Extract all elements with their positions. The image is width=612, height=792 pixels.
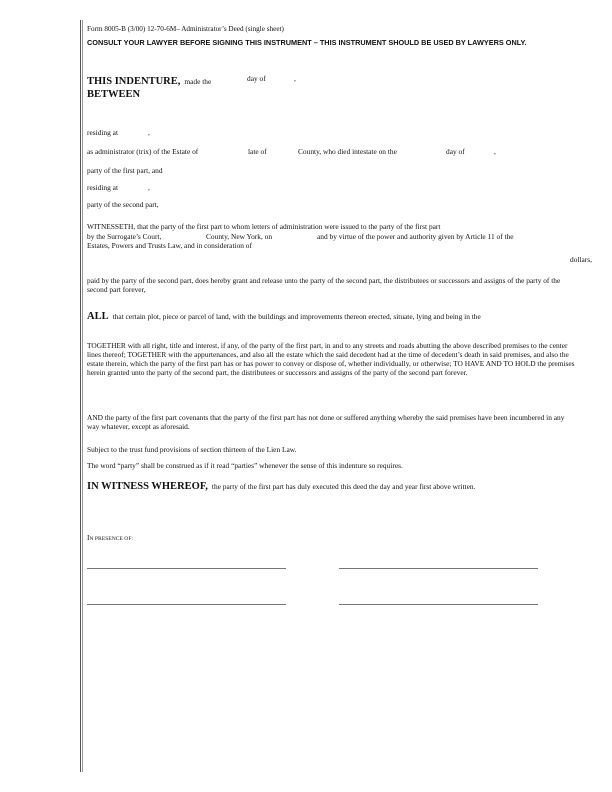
presence-first-letter: I [87, 533, 90, 542]
together-paragraph: TOGETHER with all right, title and interest, if any, of the party of the first part, in and to any streets and roads abutting the above described premises to the center lines thereof; TOGETHER with the appurtenances, and also all the estate which the said decedent had at the time of decedent’s death in said premises, and also the estate therein, which the party of the first part has or has power to convey or dispose of, whether individually, or otherwise; TO HAVE AND TO HOLD the premises herein granted unto the party of the second part, the distributees or successors and assigns of the party of the second part forever. [87, 341, 575, 378]
paid-paragraph: paid by the party of the second part, does hereby grant and release unto the party of the second part, the distributees or successors and assigns of the party of the second part forever, [87, 276, 561, 295]
residing-at-2: residing at [87, 183, 118, 192]
died-day-of: day of [446, 147, 465, 156]
indenture-line [87, 71, 211, 89]
by-virtue: and by virtue of the power and authority given by Article 11 of the [317, 232, 514, 241]
witness-whereof-line [87, 476, 475, 494]
all-lead: ALL [87, 311, 109, 322]
covenant-paragraph: AND the party of the first part covenants that the party of the first part has not done or suffered anything whereby the said premises have been incumbered in any way whatever, except as aforesaid. [87, 413, 565, 432]
witness-text: the party of the first part has duly executed this deed the day and year first above written. [211, 482, 476, 491]
dollars-label: dollars, [570, 255, 592, 264]
signature-line-1[interactable] [87, 568, 286, 569]
signature-line-3[interactable] [87, 604, 286, 605]
residing-comma-1: , [148, 128, 150, 137]
party-second-part: party of the second part, [87, 200, 159, 209]
witnesseth-line-3: Estates, Powers and Trusts Law, and in consideration of [87, 241, 252, 250]
in-presence-of [87, 527, 133, 545]
residing-at-1: residing at [87, 128, 118, 137]
trust-fund-line: Subject to the trust fund provisions of section thirteen of the Lien Law. [87, 445, 297, 454]
surrogate-court: by the Surrogate’s Court, [87, 232, 162, 241]
all-text: that certain plot, piece or parcel of land, with the buildings and improvements thereon erected, situate, lying and being in the [112, 312, 481, 321]
residing-comma-2: , [148, 183, 150, 192]
county-died: County, who died intestate on the [298, 147, 397, 156]
all-paragraph [87, 306, 481, 324]
indenture-comma: , [294, 74, 296, 83]
between-heading: BETWEEN [87, 89, 141, 100]
indenture-lead: THIS INDENTURE, [87, 76, 181, 87]
late-of: late of [248, 147, 267, 156]
administrator-text: as administrator (trix) of the Estate of [87, 147, 199, 156]
left-margin-rule [80, 20, 81, 772]
county-new-york: County, New York, on [206, 232, 273, 241]
consult-warning: CONSULT YOUR LAWYER BEFORE SIGNING THIS INSTRUMENT – THIS INSTRUMENT SHOULD BE USED BY LAWYERS ONLY. [87, 38, 527, 47]
indenture-day-of: day of [247, 74, 266, 83]
witness-lead: IN WITNESS WHEREOF, [87, 481, 208, 492]
made-the: made the [184, 77, 212, 86]
left-margin-rule-inner [82, 20, 83, 772]
signature-line-4[interactable] [339, 604, 538, 605]
witnesseth-line-1: WITNESSETH, that the party of the first part to whom letters of administration were issued to the party of the first part [87, 222, 441, 231]
presence-rest: N PRESENCE OF: [89, 536, 133, 542]
died-comma: , [494, 147, 496, 156]
party-first-part: party of the first part, and [87, 166, 163, 175]
form-id: Form 8005-B (3/00) 12-70-6M– Administrator’s Deed (single sheet) [87, 25, 284, 33]
signature-line-2[interactable] [339, 568, 538, 569]
party-word-line: The word “party” shall be construed as if it read “parties” whenever the sense of this indenture so requires. [87, 461, 403, 470]
